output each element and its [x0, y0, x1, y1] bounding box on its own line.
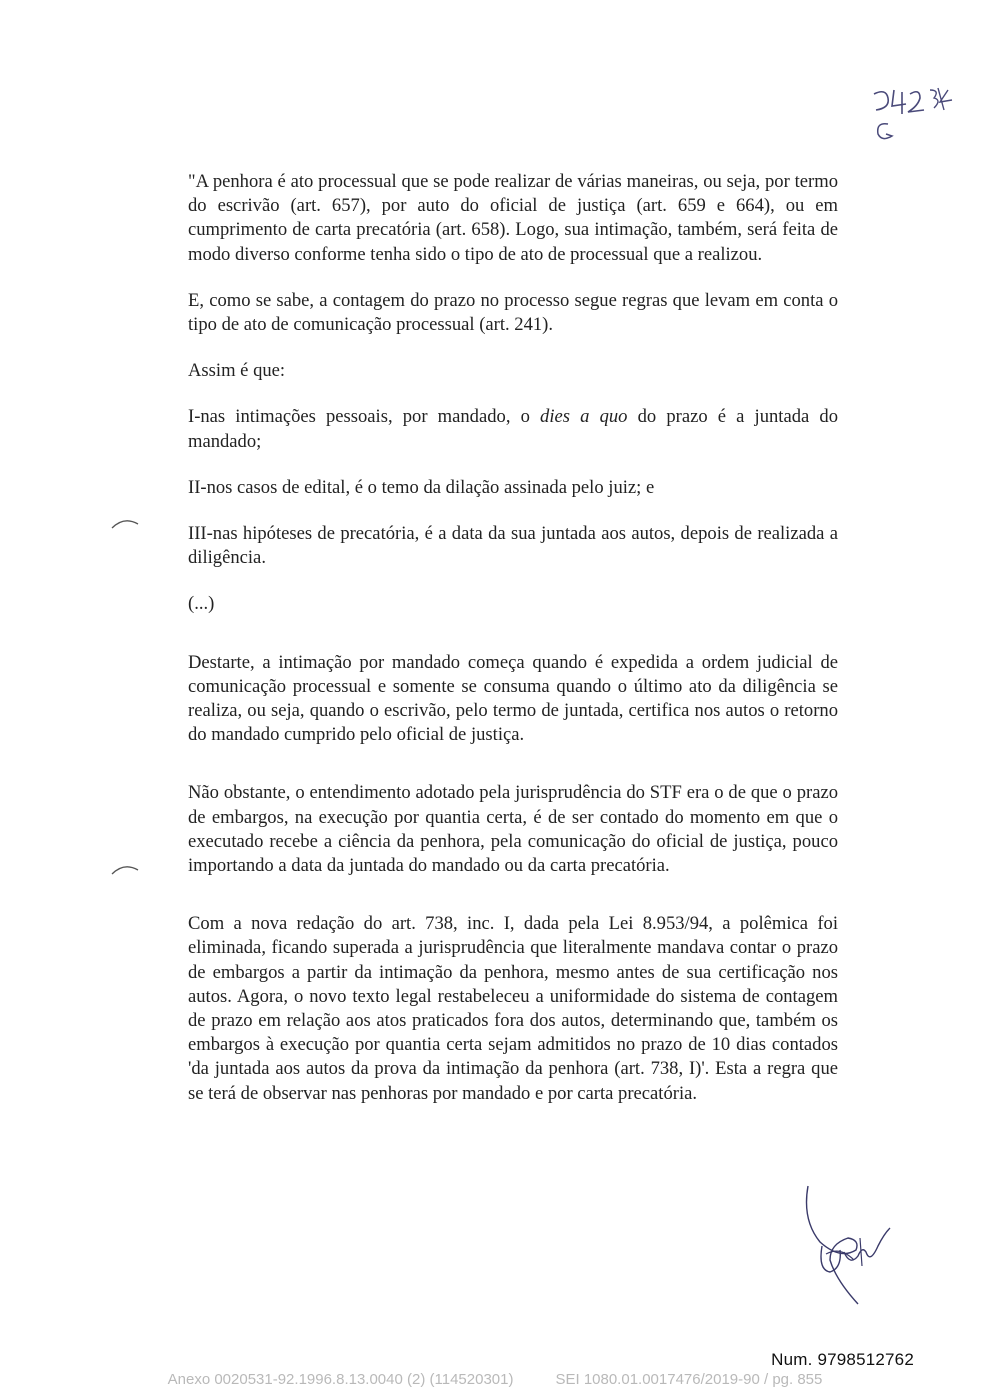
item-1-text-before: I-nas intimações pessoais, por mandado, o	[188, 406, 541, 428]
item-1-text-after: do prazo é a juntada do mandado;	[188, 406, 838, 452]
margin-hole-mark	[110, 862, 140, 876]
handwritten-signature	[800, 1180, 900, 1310]
paragraph-item-3: III-nas hipóteses de precatória, é a data da sua juntada aos autos, depois de realizada a diligência.	[188, 523, 838, 569]
paragraph-nao-obstante: Não obstante, o entendimento adotado pela jurisprudência do STF era o de que o prazo de embargos, na execução por quantia certa, é de ser contado do momento em que o executado recebe a ciência da penhora, pela comunicação do oficial de justiça, pouco importando a data da juntada do mandado ou da carta precatória.	[188, 782, 838, 877]
paragraph-assim: Assim é que:	[188, 360, 286, 382]
margin-hole-mark	[110, 516, 140, 530]
item-1-italic-term: dies a quo	[540, 406, 628, 428]
paragraph-ellipsis: (...)	[188, 593, 215, 615]
handwritten-page-number	[868, 84, 968, 144]
document-body	[188, 170, 838, 1128]
paragraph-prazo-contagem: E, como se sabe, a contagem do prazo no processo segue regras que levam em conta o tipo de ato de comunicação processual (art. 241).	[188, 289, 838, 336]
paragraph-quote-intro: "A penhora é ato processual que se pode realizar de várias maneiras, ou seja, por termo do escrivão (art. 657), por auto do oficial de justiça (art. 659 e 664), ou em cumprimento de carta precatória (art. 658). Logo, sua intimação, também, será feita de modo diverso conforme tenha sido o tipo de ato de processual que a realizou.	[188, 171, 838, 265]
paragraph-item-2: II-nos casos de edital, é o temo da dilação assinada pelo juiz; e	[188, 476, 655, 498]
paragraph-item-1	[188, 405, 838, 453]
paragraph-nova-redacao: Com a nova redação do art. 738, inc. I, dada pela Lei 8.953/94, a polêmica foi eliminada, ficando superada a jurisprudência que literalmente mandava contar o prazo de embargos a partir da intimação da penhora, mesmo antes de sua certificação nos autos. Agora, o novo texto legal restabeleceu a uniformidade do sistema de contagem de prazo em relação aos atos praticados fora dos autos, determinando que, também os embargos à execução por quantia certa sejam admitidos no prazo de 10 dias contados 'da juntada aos autos da prova da intimação da penhora (art. 738, I)'. Esta a regra que se terá de observar nas penhoras por mandado e por carta precatória.	[188, 913, 838, 1104]
paragraph-destarte: Destarte, a intimação por mandado começa quando é expedida a ordem judicial de comunicação processual e somente se consuma quando o último ato da diligência se realiza, ou seja, quando o escrivão, pelo termo de juntada, certifica nos autos o retorno do mandado cumprido pelo oficial de justiça.	[188, 651, 838, 746]
footer-stamp	[0, 1371, 990, 1388]
document-number: Num. 9798512762	[771, 1350, 914, 1369]
footer-sei: SEI 1080.01.0017476/2019-90 / pg. 855	[555, 1371, 823, 1388]
footer-annex: Anexo 0020531-92.1996.8.13.0040 (2) (114520301)	[167, 1371, 514, 1388]
